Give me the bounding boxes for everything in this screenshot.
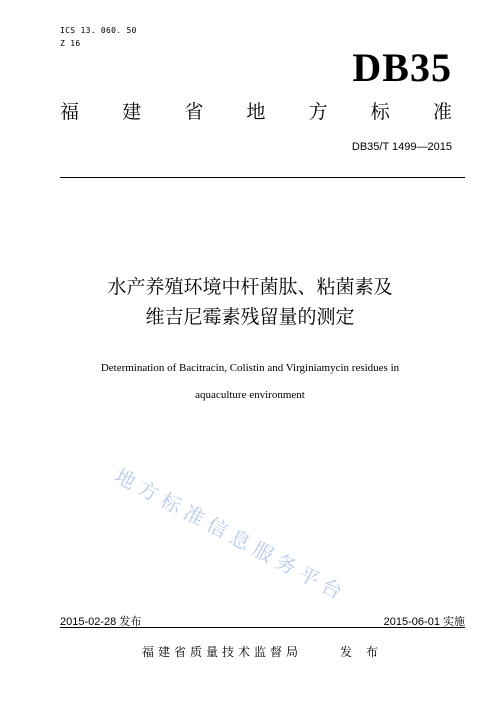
title-english-line-2: aquaculture environment: [195, 389, 305, 401]
ics-code: ICS 13. 060. 50: [60, 26, 137, 35]
title-english-line-1: Determination of Bacitracin, Colistin and Virginiamycin residues in: [100, 362, 400, 374]
standard-number: DB35/T 1499—2015: [351, 141, 452, 153]
standard-type-char: 省: [184, 101, 204, 123]
issue-date: 2015-02-28 发布: [60, 616, 142, 628]
implementation-date: 2015-06-01 实施: [383, 616, 465, 628]
watermark: 地方标准信息服务平台: [110, 463, 352, 607]
header-divider: [60, 177, 465, 178]
title-chinese-line-1: 水产养殖环境中杆菌肽、粘菌素及: [107, 276, 393, 298]
publisher-name: 福建省质量技术监督局: [142, 645, 303, 659]
standard-type-char: 准: [432, 101, 452, 123]
db35-logo: DB35: [352, 45, 452, 90]
standard-type-heading: [60, 97, 452, 124]
ccs-code: Z 16: [60, 39, 81, 48]
standard-type-char: 地: [246, 101, 266, 123]
standard-type-char: 福: [60, 101, 80, 123]
standard-type-char: 标: [370, 101, 390, 123]
standard-type-char: 建: [122, 101, 142, 123]
footer-divider: [60, 627, 465, 628]
issued-label: 发 布: [340, 645, 383, 659]
standard-type-char: 方: [308, 101, 328, 123]
title-chinese-line-2: 维吉尼霉素残留量的测定: [145, 306, 355, 328]
